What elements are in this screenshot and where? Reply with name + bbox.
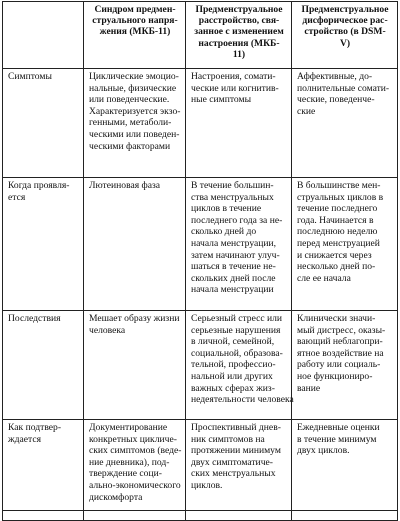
row-label-line: ется: [8, 191, 26, 203]
column-header-line: Предменструальное: [195, 4, 283, 15]
table-cell: [84, 69, 186, 178]
table-cell-line: ние дневника), под-: [89, 456, 170, 468]
table-cell: [186, 178, 292, 311]
table-cell-line: ческими факторами: [89, 140, 171, 152]
column-header: [292, 2, 398, 69]
table-cell-line: Ежедневные оценки: [297, 422, 380, 433]
table-cell-line: ческими или поведен-: [89, 128, 180, 140]
column-header-line: жения (МКБ-11): [99, 26, 171, 38]
table-cell-line: скольких дней после: [191, 272, 276, 284]
table-row: [3, 178, 398, 311]
table-cell-line: Документирование: [89, 422, 168, 433]
table-cell-line: циклов в течение: [191, 203, 262, 215]
table-cell-line: течение последнего: [297, 203, 378, 215]
table-row: [3, 420, 398, 511]
table-cell: [292, 69, 398, 178]
column-header: [186, 2, 292, 69]
table-cell-line: серьезные нарушения: [191, 324, 281, 336]
comparison-table: [2, 1, 398, 521]
table-cell: [292, 511, 398, 521]
row-label-line: Последствия: [8, 313, 61, 324]
table-cell: [3, 511, 84, 521]
table-cell-line: шаться в течение не-: [191, 261, 276, 273]
table-cell-line: в течение минимум: [297, 433, 377, 445]
table-cell-line: человека: [89, 324, 126, 336]
column-header: [84, 2, 186, 69]
table-cell-line: ских менструальных: [191, 468, 276, 480]
table-cell-line: циклов.: [191, 479, 223, 491]
row-label: [3, 69, 84, 178]
table-cell-line: ческие, поведенче-: [297, 94, 375, 106]
table-cell-line: затем начинают улуч-: [191, 249, 280, 261]
table-cell: [186, 69, 292, 178]
table-cell-line: года. Начинается в: [297, 214, 374, 226]
column-header-line: струального напря-: [92, 15, 178, 27]
row-label: [3, 178, 84, 311]
table-cell: [84, 311, 186, 420]
table-row-cutoff: [3, 511, 398, 521]
table-cell-line: ник симптомов на: [191, 433, 265, 445]
table-cell-line: сле ее начала: [297, 272, 351, 284]
table-cell-line: нальной или других: [191, 370, 273, 382]
table-cell-line: генными, метаболи-: [89, 117, 172, 129]
table-cell-line: дискомфорта: [89, 491, 143, 503]
table-cell-line: ально-экономического: [89, 479, 181, 491]
table-cell-line: Клинически значи-: [297, 313, 376, 324]
table-cell: [186, 311, 292, 420]
table-cell: [292, 311, 398, 420]
column-header-line: дисфорическое рас-: [302, 15, 388, 27]
table-cell-line: или поведенческие.: [89, 94, 170, 106]
column-header-line: V): [339, 37, 351, 49]
table-cell-line: важных сферах жиз-: [191, 382, 275, 394]
table-cell-line: в личной, семейной,: [191, 336, 275, 348]
table-cell-line: Характеризуется экзо-: [89, 105, 181, 117]
table-cell-line: ские: [297, 105, 316, 117]
table-cell-line: несколько дней по-: [297, 261, 376, 273]
row-label-line: ждается: [8, 433, 42, 445]
table-cell-line: работу или социаль-: [297, 359, 381, 371]
table-cell-line: конкретных цикличе-: [89, 433, 177, 445]
table-cell-line: недеятельности человека: [191, 394, 294, 406]
table-cell-line: В течение большин-: [191, 180, 274, 191]
column-header-line: занное с изменением: [194, 26, 284, 38]
table-cell-line: Лютеиновая фаза: [89, 180, 161, 191]
table-cell-line: ятное воздействие на: [297, 347, 384, 359]
table-cell-line: перед менструацией: [297, 237, 380, 249]
table-cell-line: двух циклов.: [297, 445, 350, 457]
row-label-line: Как подтвер-: [8, 422, 62, 433]
table-cell-line: вание: [297, 382, 321, 394]
row-label: [3, 311, 84, 420]
table-body: [3, 2, 398, 521]
table-cell-line: В большинстве мен-: [297, 180, 381, 191]
column-header-line: стройство (в DSM-: [304, 26, 386, 38]
table-cell: [84, 511, 186, 521]
table-cell-line: Мешает образу жизни: [89, 313, 180, 324]
table-cell-line: ческие или когнитив-: [191, 82, 279, 94]
table-cell-line: тверждение соци-: [89, 468, 162, 480]
table-cell: [84, 178, 186, 311]
table-cell-line: последнего года за не-: [191, 214, 283, 226]
column-header-line: Предменструальное: [301, 4, 389, 15]
table-cell-line: струальных циклов в: [297, 191, 384, 203]
table-cell-line: ное функциониро-: [297, 370, 373, 382]
row-label: [3, 420, 84, 511]
column-header-line: 11): [232, 48, 246, 60]
table-cell-line: и снижается через: [297, 249, 372, 261]
column-header-line: расстройство, свя-: [198, 15, 280, 27]
table-cell-line: начала менструации: [191, 284, 274, 296]
table-cell-line: Циклические эмоцио-: [89, 71, 179, 82]
row-label-line: Симптомы: [8, 71, 52, 82]
column-header-line: Синдром предмен-: [94, 4, 176, 15]
table-cell: [186, 511, 292, 521]
table-cell-line: ные симптомы: [191, 94, 252, 106]
table-cell-line: ства менструальных: [191, 191, 274, 203]
table-cell-line: нальные, физические: [89, 82, 177, 94]
table-cell-line: вающий неблагопри-: [297, 336, 383, 348]
table-cell-line: протяжении минимум: [191, 445, 281, 457]
table-cell-line: тельной, профессио-: [191, 359, 276, 371]
table-row: [3, 311, 398, 420]
table-cell-line: социальной, образова-: [191, 347, 283, 359]
header-stub: [3, 2, 84, 69]
table-cell: [84, 420, 186, 511]
header-row: [3, 2, 398, 69]
table-cell-line: ских симптомов (веде-: [89, 445, 182, 457]
row-label-line: Когда проявля-: [8, 180, 70, 191]
table-cell-line: сколько дней до: [191, 226, 257, 238]
table-cell-line: двух симптоматиче-: [191, 456, 273, 468]
table-cell: [292, 178, 398, 311]
table-cell-line: последнюю неделю: [297, 226, 378, 238]
table-cell-line: начала менструации,: [191, 237, 277, 249]
table-cell-line: Проспективный днев-: [191, 422, 281, 433]
column-header-line: настроения (МКБ-: [198, 37, 280, 49]
table-cell-line: полнительные сомати-: [297, 82, 390, 94]
table-cell-line: Серьезный стресс или: [191, 313, 283, 324]
table-cell: [292, 420, 398, 511]
table-cell-line: Аффективные, до-: [297, 71, 373, 82]
table-cell-line: мый дистресс, оказы-: [297, 324, 386, 336]
table-cell: [186, 420, 292, 511]
table-cell-line: Настроения, сомати-: [191, 71, 276, 82]
table-row: [3, 69, 398, 178]
